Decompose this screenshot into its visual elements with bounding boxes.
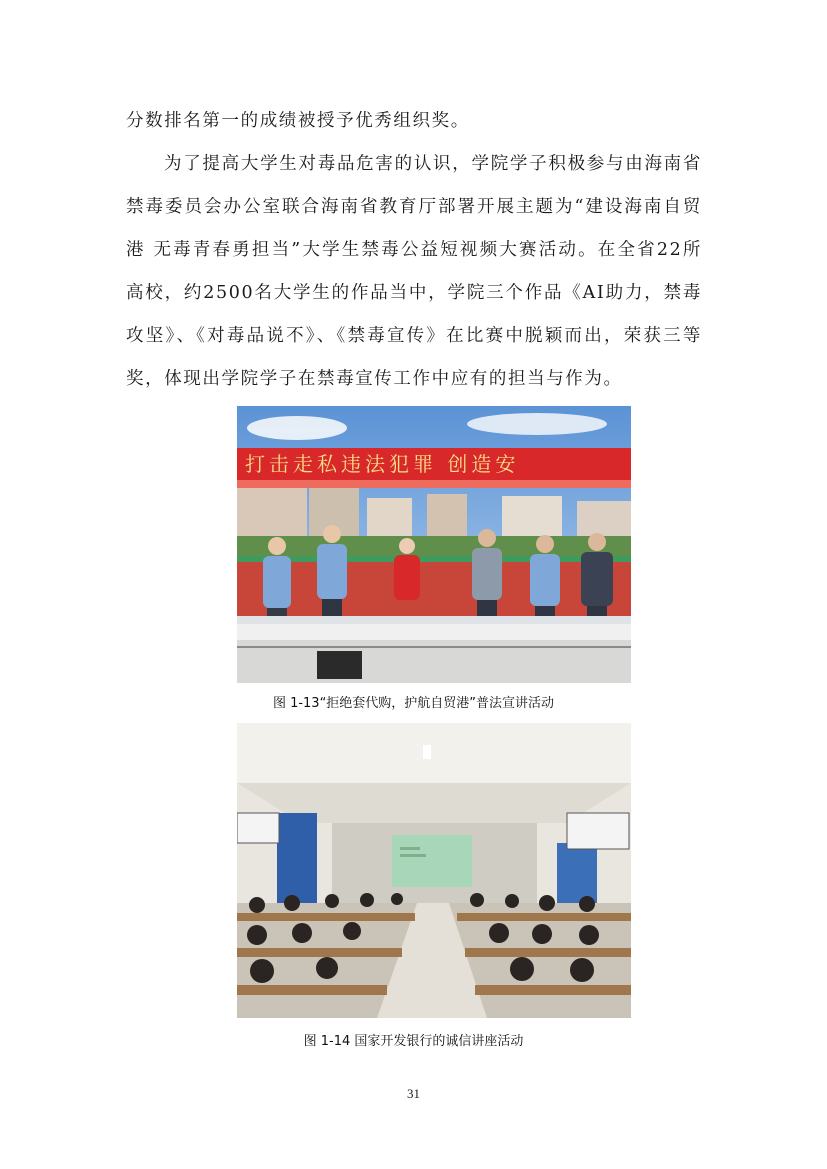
speaker-box xyxy=(317,651,362,679)
photo-integrity-lecture xyxy=(237,723,631,1018)
photo-legal-awareness-event xyxy=(237,406,631,683)
projector-screen xyxy=(392,835,472,887)
paragraph-continuation: 分数排名第一的成绩被授予优秀组织奖。 xyxy=(126,111,470,131)
outdoor-event-illustration xyxy=(237,406,631,683)
figure-caption-1-14: 图 1-14 国家开发银行的诚信讲座活动 xyxy=(303,1034,524,1049)
classroom-illustration xyxy=(237,723,631,1018)
figure-caption-1-13: 图 1-13“拒绝套代购，护航自贸港”普法宣讲活动 xyxy=(272,696,555,711)
page-number: 31 xyxy=(407,1086,420,1101)
paragraph-anti-drug-contest: 为了提高大学生对毒品危害的认识，学院学子积极参与由海南省禁毒委员会办公室联合海南省教育厅部署开展主题为“建设海南自贸港 无毒青春勇担当”大学生禁毒公益短视频大赛活动。在全省22所高校，约2500名大学生的作品当中，学院三个作品《AI助力，禁毒攻坚》、《对毒品说不》、《禁毒宣传》在比赛中脱颖而出，荣获三等奖，体现出学院学子在禁毒宣传工作中应有的担当与作为。 xyxy=(126,154,702,389)
banner-text: 打击走私违法犯罪 创造安 xyxy=(245,452,520,476)
